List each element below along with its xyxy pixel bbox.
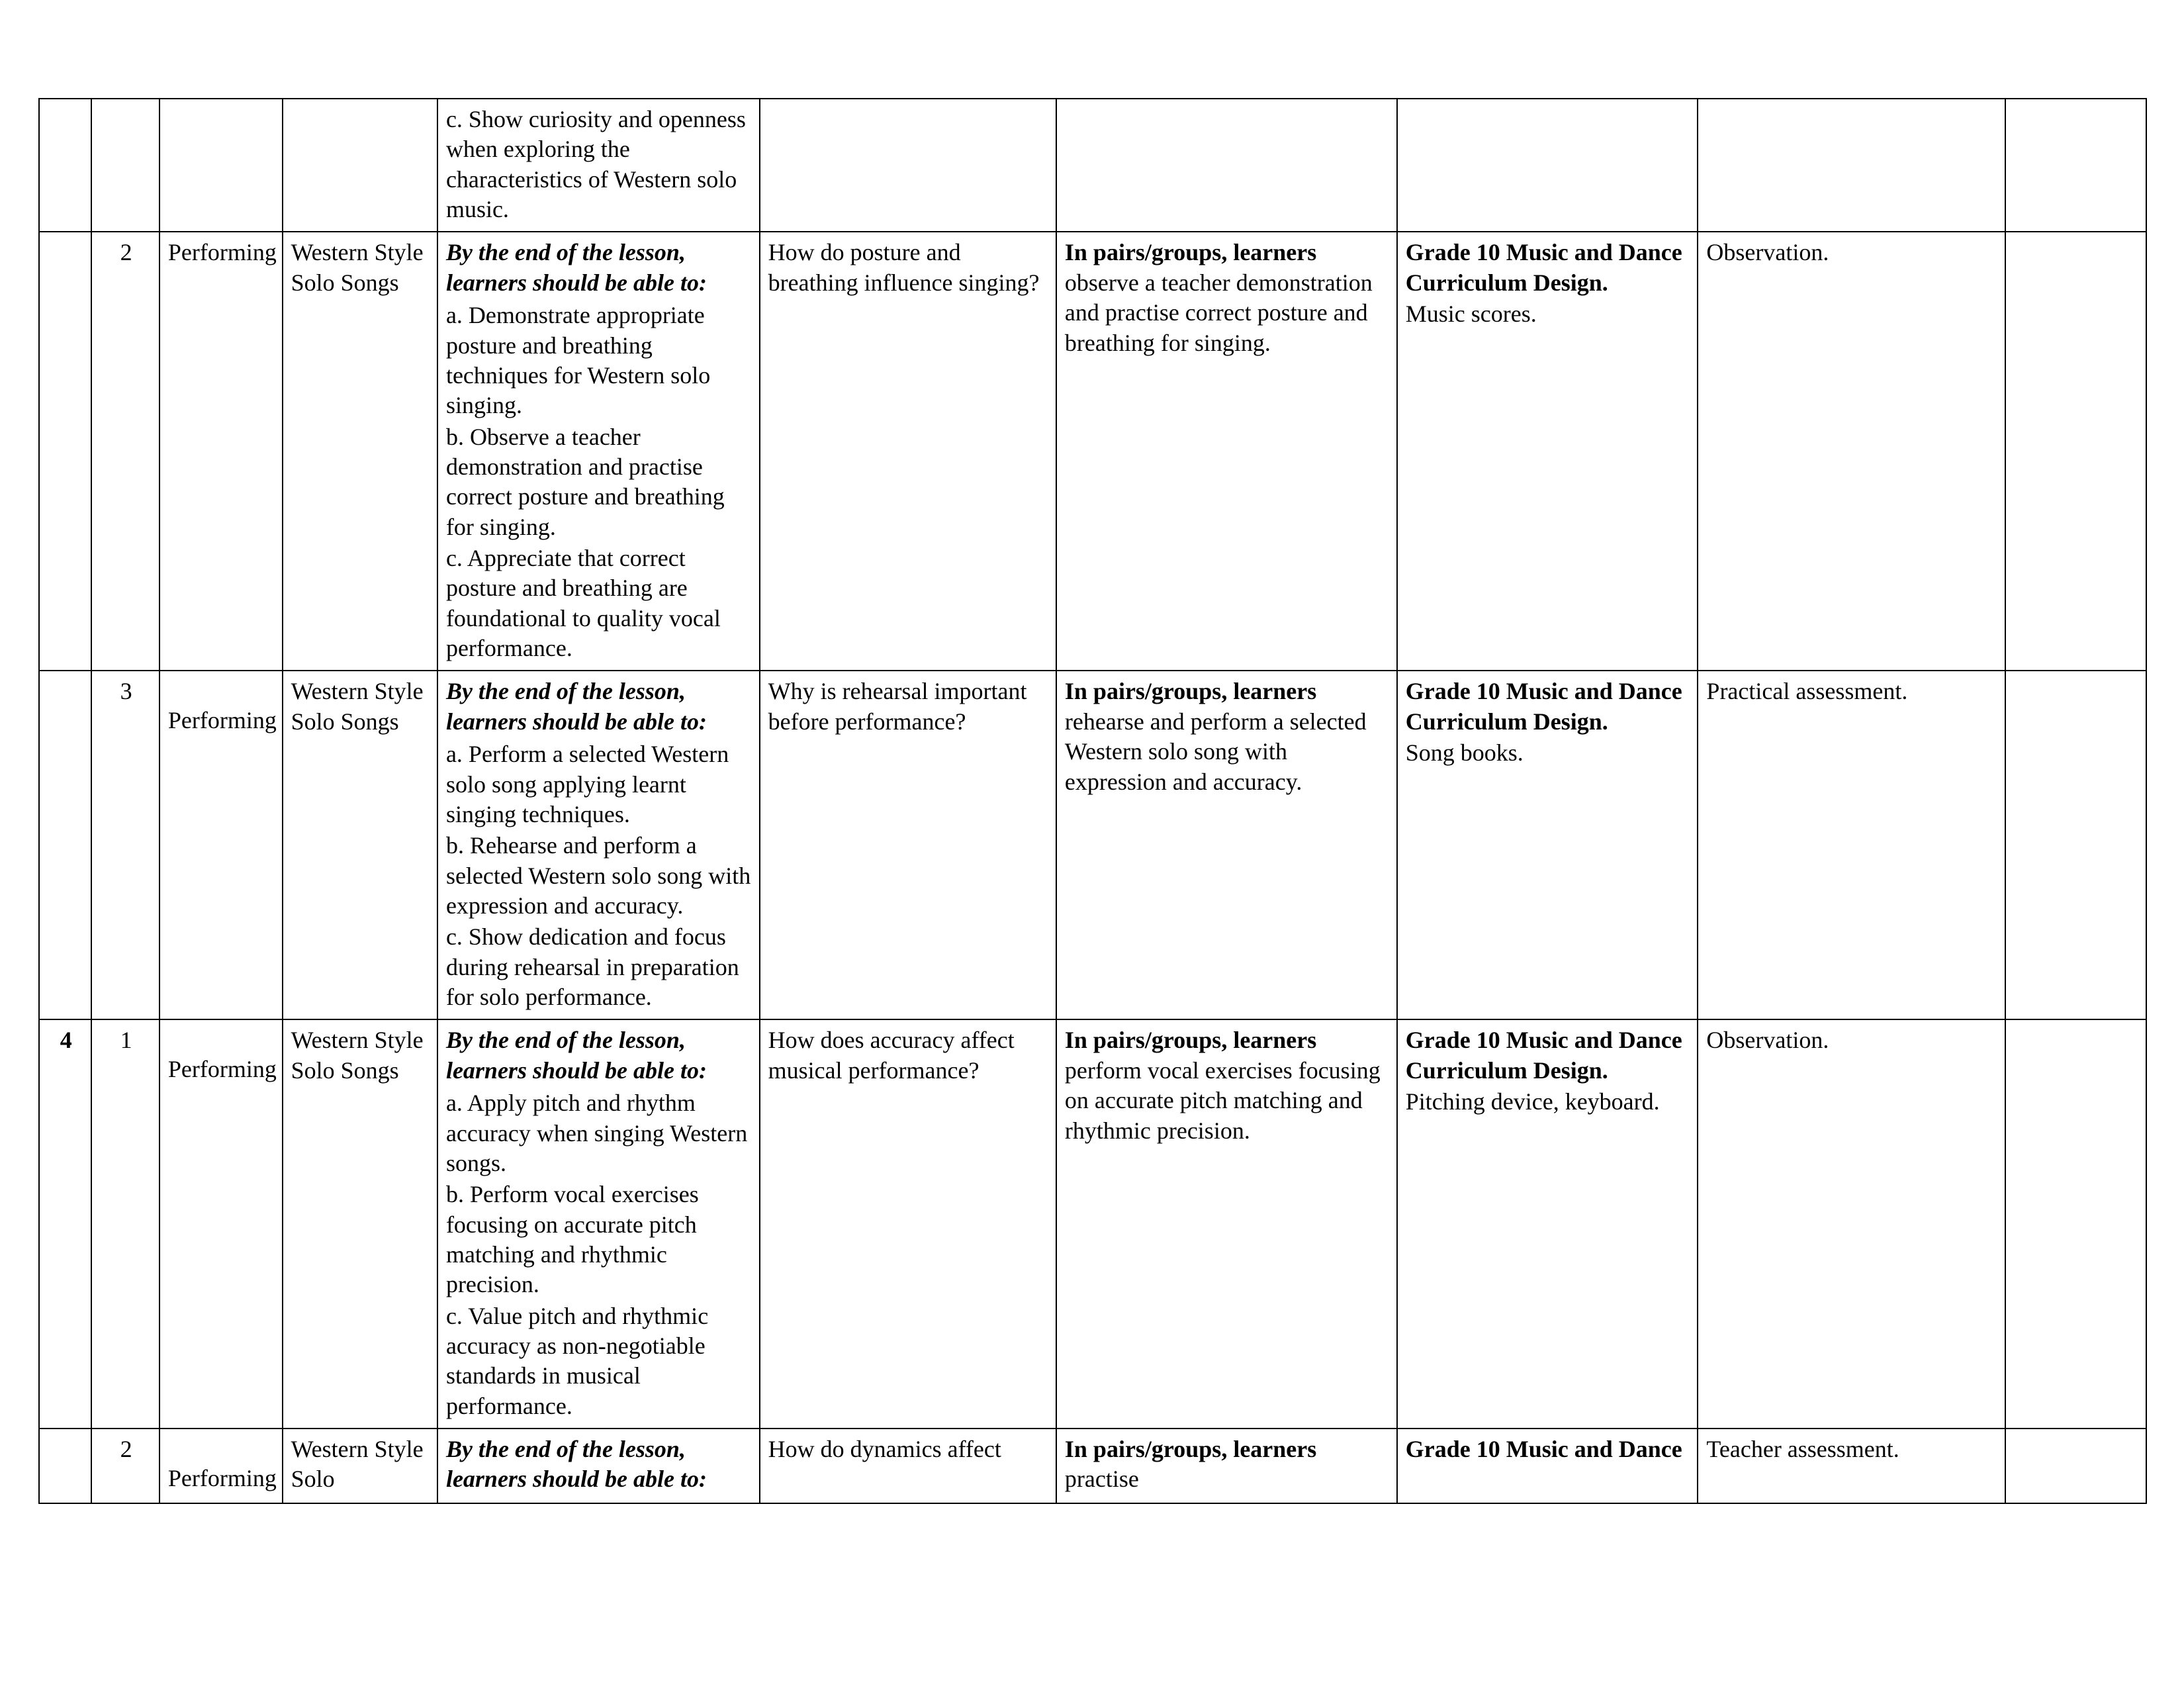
table-row [39, 1019, 2146, 1429]
cell-lesson: 3 [91, 671, 159, 1019]
resource-materials: Music scores. [1405, 301, 1537, 328]
strand-leading-blank-line [168, 1025, 275, 1055]
outcome-item: a. Demonstrate appropriate posture and breathing techniques for Western solo singing. [445, 302, 711, 419]
experiences-body: perform vocal exercises focusing on accurate pitch matching and rhythmic precision. [1064, 1056, 1381, 1144]
cell-learning-outcomes [437, 1019, 760, 1429]
resource-materials: Pitching device, keyboard. [1405, 1088, 1660, 1115]
resource-title: Grade 10 Music and Dance Curriculum Design. [1405, 239, 1682, 296]
cell-reflection [2005, 1429, 2146, 1503]
cell-strand [159, 1429, 283, 1503]
outcome-item: c. Show curiosity and openness when exploring the characteristics of Western solo music. [445, 106, 746, 223]
resource-title: Grade 10 Music and Dance Curriculum Design. [1405, 678, 1682, 735]
cell-learning-experiences [1056, 1019, 1397, 1429]
outcomes-lead-in: By the end of the lesson, learners should be able to: [445, 1027, 707, 1084]
resource-materials: Song books. [1405, 739, 1524, 767]
experiences-bold-lead: In pairs/groups, learners [1064, 678, 1317, 705]
cell-key-inquiry-question: Why is rehearsal important before performance? [760, 671, 1056, 1019]
cell-sub-strand: Western Style Solo [283, 1429, 437, 1503]
strand-label: Performing [167, 1056, 277, 1083]
cell-learning-experiences [1056, 232, 1397, 671]
cell-strand [159, 1019, 283, 1429]
cell-key-inquiry-question: How does accuracy affect musical performance? [760, 1019, 1056, 1429]
scheme-of-work-table [38, 98, 2147, 1504]
resource-title: Grade 10 Music and Dance Curriculum Design. [1405, 1027, 1682, 1084]
cell-learning-resources [1397, 232, 1698, 671]
experiences-body: rehearse and perform a selected Western solo song with expression and accuracy. [1064, 708, 1367, 795]
strand-label: Performing [167, 239, 277, 266]
resource-title: Grade 10 Music and Dance [1405, 1436, 1682, 1463]
cell-sub-strand [283, 99, 437, 232]
outcome-item: c. Value pitch and rhythmic accuracy as non-negotiable standards in musical performance. [445, 1302, 709, 1419]
cell-sub-strand: Western Style Solo Songs [283, 671, 437, 1019]
cell-assessment-method: Teacher assessment. [1698, 1429, 2005, 1503]
strand-label: Performing [167, 707, 277, 734]
cell-key-inquiry-question: How do posture and breathing influence singing? [760, 232, 1056, 671]
cell-strand [159, 671, 283, 1019]
cell-strand [159, 232, 283, 671]
cell-lesson: 2 [91, 1429, 159, 1503]
table-row [39, 99, 2146, 232]
outcome-item: b. Observe a teacher demonstration and practise correct posture and breathing for singing. [445, 423, 725, 540]
cell-learning-outcomes [437, 1429, 760, 1503]
cell-week [39, 671, 91, 1019]
outcome-item: c. Show dedication and focus during rehearsal in preparation for solo performance. [445, 923, 739, 1011]
cell-reflection [2005, 1019, 2146, 1429]
cell-learning-outcomes [437, 232, 760, 671]
cell-assessment-method: Observation. [1698, 232, 2005, 671]
outcomes-lead-in: By the end of the lesson, learners should be able to: [445, 1436, 707, 1493]
cell-learning-resources [1397, 99, 1698, 232]
cell-lesson: 1 [91, 1019, 159, 1429]
outcome-item: a. Apply pitch and rhythm accuracy when singing Western songs. [445, 1090, 748, 1176]
cell-week: 4 [39, 1019, 91, 1429]
cell-learning-experiences [1056, 671, 1397, 1019]
cell-week [39, 99, 91, 232]
experiences-body: observe a teacher demonstration and practise correct posture and breathing for singing. [1064, 269, 1373, 356]
cell-lesson: 2 [91, 232, 159, 671]
cell-reflection [2005, 232, 2146, 671]
cell-learning-outcomes [437, 99, 760, 232]
cell-reflection [2005, 671, 2146, 1019]
experiences-bold-lead: In pairs/groups, learners [1064, 239, 1317, 266]
table-row [39, 1429, 2146, 1503]
experiences-bold-lead: In pairs/groups, learners [1064, 1436, 1317, 1463]
strand-leading-blank-line [168, 1434, 275, 1464]
cell-learning-resources [1397, 1429, 1698, 1503]
cell-learning-outcomes [437, 671, 760, 1019]
cell-assessment-method [1698, 99, 2005, 232]
cell-lesson [91, 99, 159, 232]
outcome-item: b. Perform vocal exercises focusing on accurate pitch matching and rhythmic precision. [445, 1181, 699, 1298]
cell-learning-experiences [1056, 99, 1397, 232]
cell-key-inquiry-question [760, 99, 1056, 232]
table-row [39, 671, 2146, 1019]
cell-strand [159, 99, 283, 232]
cell-learning-resources [1397, 671, 1698, 1019]
outcome-item: a. Perform a selected Western solo song applying learnt singing techniques. [445, 741, 729, 827]
outcome-item: c. Appreciate that correct posture and breathing are foundational to quality vocal performance. [445, 545, 721, 662]
outcomes-lead-in: By the end of the lesson, learners should be able to: [445, 678, 707, 735]
cell-reflection [2005, 99, 2146, 232]
experiences-bold-lead: In pairs/groups, learners [1064, 1027, 1317, 1054]
cell-assessment-method: Practical assessment. [1698, 671, 2005, 1019]
outcome-item: b. Rehearse and perform a selected Western solo song with expression and accuracy. [445, 832, 751, 919]
cell-key-inquiry-question: How do dynamics affect [760, 1429, 1056, 1503]
cell-sub-strand: Western Style Solo Songs [283, 232, 437, 671]
experiences-body: practise [1064, 1466, 1139, 1493]
cell-week [39, 1429, 91, 1503]
strand-leading-blank-line [168, 677, 275, 706]
cell-sub-strand: Western Style Solo Songs [283, 1019, 437, 1429]
outcomes-lead-in: By the end of the lesson, learners should be able to: [445, 239, 707, 296]
cell-learning-resources [1397, 1019, 1698, 1429]
cell-learning-experiences [1056, 1429, 1397, 1503]
strand-label: Performing [167, 1465, 277, 1492]
cell-week [39, 232, 91, 671]
table-row [39, 232, 2146, 671]
cell-assessment-method: Observation. [1698, 1019, 2005, 1429]
